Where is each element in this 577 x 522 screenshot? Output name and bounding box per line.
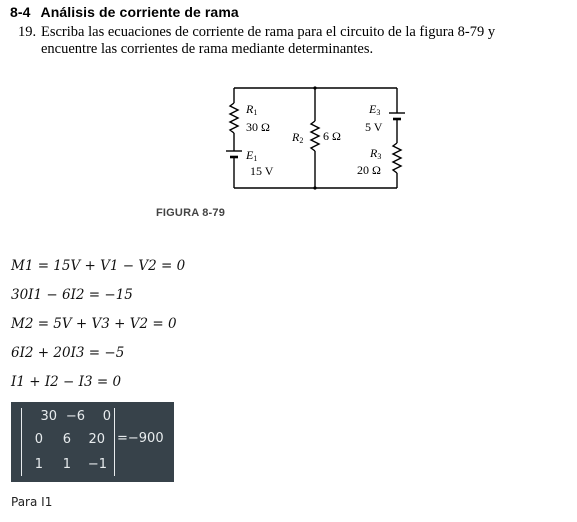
e3-label: E3 [369, 102, 381, 117]
problem-number: 19. [18, 24, 37, 40]
det-cell-r1c1: 30 [40, 409, 57, 424]
equation-5: I1 + I2 − I3 = 0 [11, 374, 122, 390]
det-cell-r3c3: −1 [87, 457, 107, 472]
r1-value: 30 Ω [246, 120, 270, 134]
r2-value: 6 Ω [323, 129, 341, 143]
junction-top [313, 86, 316, 89]
circuit-diagram [218, 85, 418, 195]
figure-caption: FIGURA 8-79 [156, 207, 226, 219]
e3-battery-symbol [389, 113, 405, 119]
equation-3: M2 = 5V + V3 + V2 = 0 [11, 316, 177, 332]
r3-value: 20 Ω [357, 163, 381, 177]
det-cell-r3c2: 1 [62, 457, 71, 472]
det-cell-r2c1: 0 [34, 432, 43, 447]
equation-2: 30I1 − 6I2 = −15 [11, 287, 133, 303]
e1-battery-symbol [226, 151, 242, 157]
equation-1: M1 = 15V + V1 − V2 = 0 [11, 258, 186, 274]
footer-text: Para I1 [11, 495, 53, 509]
e1-label: E1 [246, 148, 258, 163]
r3-resistor [393, 143, 401, 173]
det-result: =−900 [117, 431, 164, 446]
r1-label: R1 [246, 102, 258, 117]
problem-text [41, 24, 541, 58]
problem-line-1: Escriba las ecuaciones de corriente de rama para el circuito de la figura 8-79 y [41, 24, 496, 40]
junction-bottom [313, 186, 316, 189]
det-cell-r2c2: 6 [62, 432, 71, 447]
section-heading [10, 4, 239, 20]
r1-resistor [230, 103, 238, 133]
det-cell-r1c2: −6 [65, 409, 85, 424]
determinant-block [11, 402, 174, 482]
det-cell-r1c3: 0 [102, 409, 111, 424]
section-title: Análisis de corriente de rama [40, 4, 239, 20]
problem-line-2: encuentre las corrientes de rama mediante determinantes. [41, 41, 374, 57]
e3-value: 5 V [365, 120, 383, 134]
equation-4: 6I2 + 20I3 = −5 [11, 345, 125, 361]
det-cell-r3c1: 1 [34, 457, 43, 472]
section-number: 8-4 [10, 4, 31, 20]
e1-value: 15 V [250, 164, 274, 178]
r3-label: R3 [370, 146, 382, 161]
det-cell-r2c3: 20 [88, 432, 105, 447]
r2-label: R2 [292, 130, 304, 145]
r2-resistor [311, 121, 319, 151]
det-bar-right [114, 408, 115, 476]
